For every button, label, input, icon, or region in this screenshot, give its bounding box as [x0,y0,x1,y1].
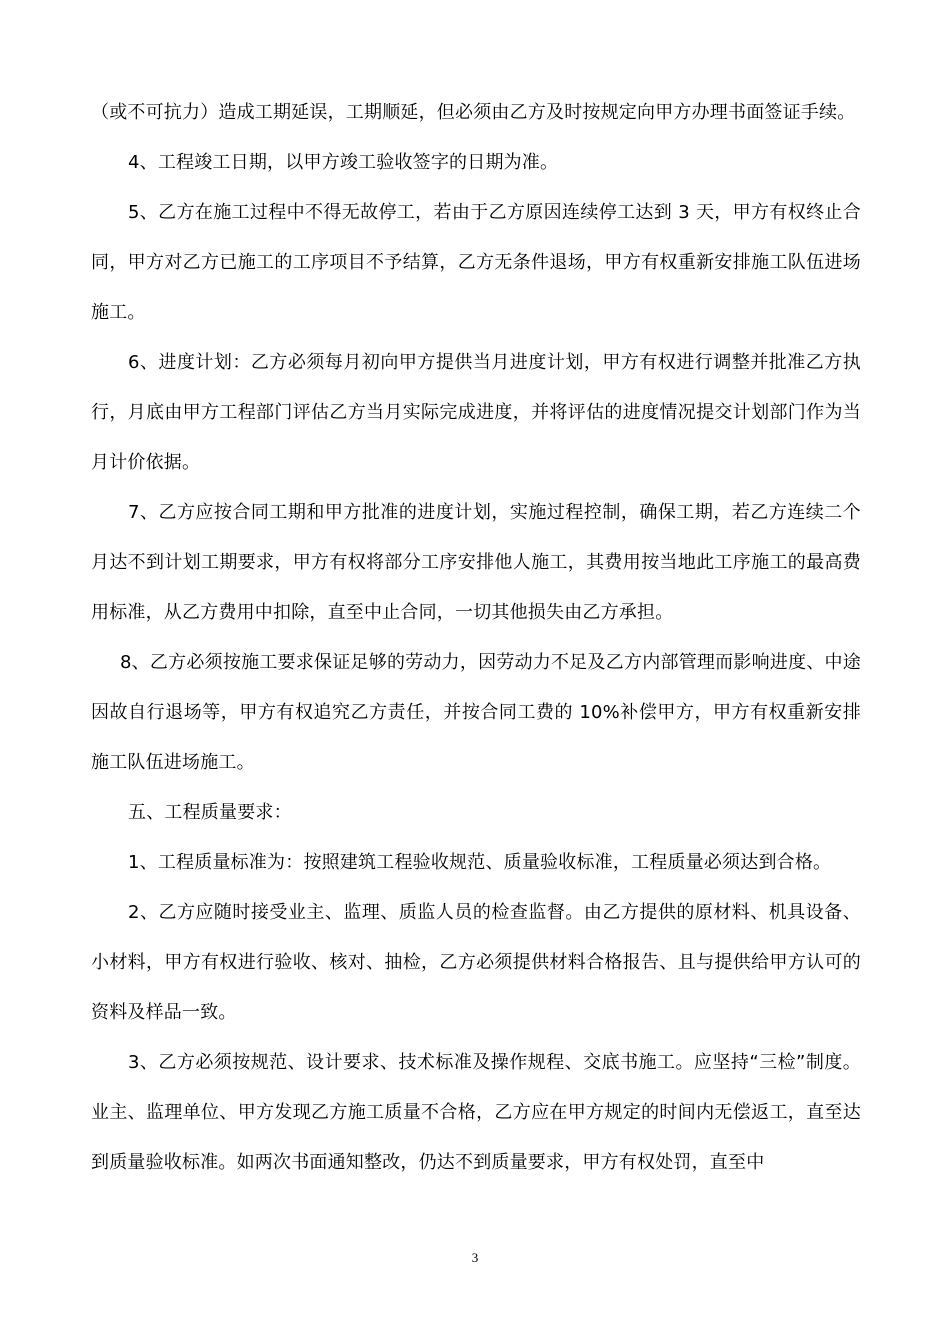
paragraph-quality-2: 2、乙方应随时接受业主、监理、质监人员的检查监督。由乙方提供的原材料、机具设备、小材料，甲方有权进行验收、核对、抽检，乙方必须提供材料合格报告、且与提供给甲方认可的资料及样品一致。 [91,902,861,1023]
paragraph-item-4: 4、工程竣工日期，以甲方竣工验收签字的日期为准。 [128,152,559,173]
paragraph-item-6: 6、进度计划：乙方必须每月初向甲方提供当月进度计划，甲方有权进行调整并批准乙方执行，月底由甲方工程部门评估乙方当月实际完成进度，并将评估的进度情况提交计划部门作为当月计价依据。 [91,352,861,473]
paragraph-item-8: 8、乙方必须按施工要求保证足够的劳动力，因劳动力不足及乙方内部管理而影响进度、中途因故自行退场等，甲方有权追究乙方责任，并按合同工费的 10%补偿甲方，甲方有权重新安排施工队伍进场施工。 [91,652,861,773]
paragraph-quality-3: 3、乙方必须按规范、设计要求、技术标准及操作规程、交底书施工。应坚持“三检”制度。业主、监理单位、甲方发现乙方施工质量不合格，乙方应在甲方规定的时间内无偿返工，直至达到质量验收标准。如两次书面通知整改，仍达不到质量要求，甲方有权处罚，直至中 [91,1052,861,1173]
page-number: 3 [471,1250,479,1265]
section-heading-quality: 五、工程质量要求： [128,802,292,823]
paragraph-continuation: （或不可抗力）造成工期延误，工期顺延，但必须由乙方及时按规定向甲方办理书面签证手续。 [91,102,856,123]
paragraph-item-7: 7、乙方应按合同工期和甲方批准的进度计划，实施过程控制，确保工期，若乙方连续二个月达不到计划工期要求，甲方有权将部分工序安排他人施工，其费用按当地此工序施工的最高费用标准，从乙方费用中扣除，直至中止合同，一切其他损失由乙方承担。 [91,502,861,623]
document-body [91,88,861,1188]
paragraph-quality-1: 1、工程质量标准为：按照建筑工程验收规范、质量验收标准，工程质量必须达到合格。 [128,852,832,873]
paragraph-item-5: 5、乙方在施工过程中不得无故停工，若由于乙方原因连续停工达到 3 天，甲方有权终止合同，甲方对乙方已施工的工序项目不予结算，乙方无条件退场，甲方有权重新安排施工队伍进场施工。 [91,202,861,323]
